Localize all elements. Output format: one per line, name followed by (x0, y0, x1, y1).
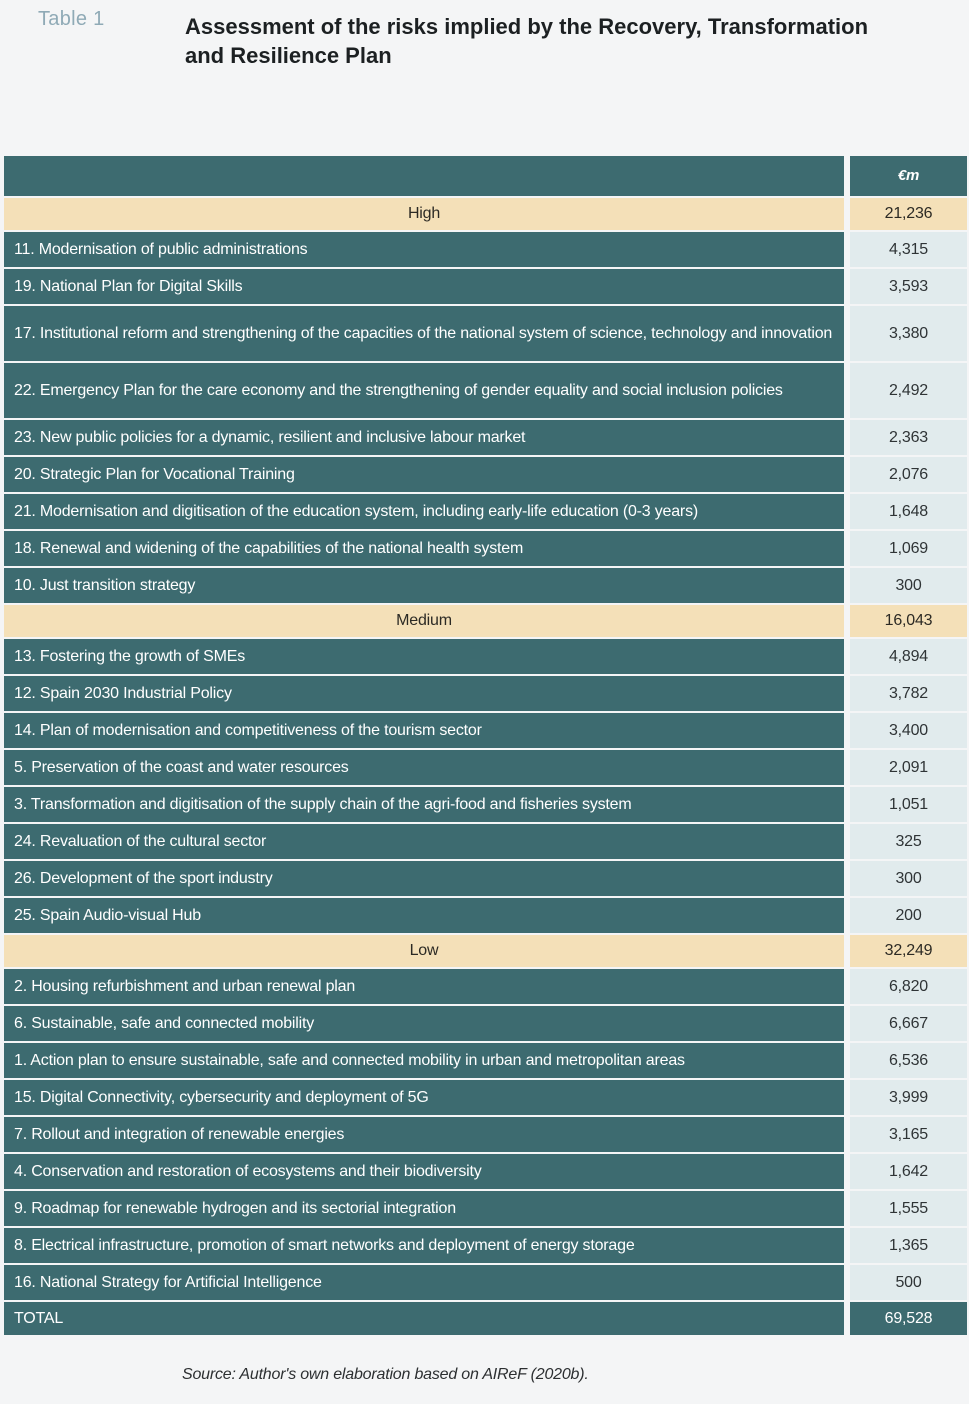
risk-assessment-table (4, 156, 967, 1337)
group-total: 16,043 (850, 605, 967, 637)
table-row (4, 420, 967, 455)
row-label: 23. New public policies for a dynamic, resilient and inclusive labour market (4, 420, 844, 455)
row-label: 14. Plan of modernisation and competitiveness of the tourism sector (4, 713, 844, 748)
total-row (4, 1302, 967, 1335)
group-total: 32,249 (850, 935, 967, 967)
row-value: 1,642 (850, 1154, 967, 1189)
row-label: 16. National Strategy for Artificial Intelligence (4, 1265, 844, 1300)
row-value: 300 (850, 861, 967, 896)
row-label: 6. Sustainable, safe and connected mobility (4, 1006, 844, 1041)
group-name: High (4, 198, 844, 230)
row-value: 1,555 (850, 1191, 967, 1226)
table-number: Table 1 (38, 8, 105, 30)
group-row-low (4, 935, 967, 967)
row-label: 18. Renewal and widening of the capabilities of the national health system (4, 531, 844, 566)
row-value: 6,536 (850, 1043, 967, 1078)
table-row (4, 457, 967, 492)
total-value: 69,528 (850, 1302, 967, 1335)
table-row (4, 787, 967, 822)
row-label: 19. National Plan for Digital Skills (4, 269, 844, 304)
table-row (4, 1080, 967, 1115)
group-row-high (4, 198, 967, 230)
table-header-row (4, 156, 967, 196)
row-label: 22. Emergency Plan for the care economy and the strengthening of gender equality and social inclusion policies (4, 363, 844, 418)
table-row (4, 750, 967, 785)
group-name: Medium (4, 605, 844, 637)
row-label: 4. Conservation and restoration of ecosystems and their biodiversity (4, 1154, 844, 1189)
row-label: 2. Housing refurbishment and urban renewal plan (4, 969, 844, 1004)
table-row (4, 639, 967, 674)
group-total: 21,236 (850, 198, 967, 230)
group-name: Low (4, 935, 844, 967)
row-label: 15. Digital Connectivity, cybersecurity and deployment of 5G (4, 1080, 844, 1115)
row-value: 1,051 (850, 787, 967, 822)
row-label: 1. Action plan to ensure sustainable, safe and connected mobility in urban and metropolitan areas (4, 1043, 844, 1078)
table-row (4, 269, 967, 304)
table-row (4, 1265, 967, 1300)
row-value: 1,069 (850, 531, 967, 566)
row-label: 21. Modernisation and digitisation of the education system, including early-life education (0-3 years) (4, 494, 844, 529)
source-note: Source: Author's own elaboration based on AIReF (2020b). (182, 1366, 589, 1383)
row-value: 2,091 (850, 750, 967, 785)
table-row (4, 861, 967, 896)
table-row (4, 898, 967, 933)
row-label: 3. Transformation and digitisation of the supply chain of the agri-food and fisheries system (4, 787, 844, 822)
row-value: 4,894 (850, 639, 967, 674)
row-label: 7. Rollout and integration of renewable energies (4, 1117, 844, 1152)
total-label: TOTAL (4, 1302, 844, 1335)
row-label: 12. Spain 2030 Industrial Policy (4, 676, 844, 711)
table-row (4, 568, 967, 603)
row-value: 1,365 (850, 1228, 967, 1263)
row-value: 3,999 (850, 1080, 967, 1115)
row-value: 6,820 (850, 969, 967, 1004)
row-label: 20. Strategic Plan for Vocational Training (4, 457, 844, 492)
table-row (4, 969, 967, 1004)
table-row (4, 1117, 967, 1152)
row-label: 10. Just transition strategy (4, 568, 844, 603)
row-value: 300 (850, 568, 967, 603)
table-row (4, 494, 967, 529)
row-value: 3,593 (850, 269, 967, 304)
table-row (4, 1154, 967, 1189)
row-value: 3,165 (850, 1117, 967, 1152)
table-row (4, 713, 967, 748)
row-value: 2,076 (850, 457, 967, 492)
row-value: 4,315 (850, 232, 967, 267)
row-label: 17. Institutional reform and strengthening of the capacities of the national system of science, technology and innovation (4, 306, 844, 361)
table-row (4, 824, 967, 859)
table-row (4, 1043, 967, 1078)
table-row (4, 1228, 967, 1263)
table-row (4, 363, 967, 418)
table-row (4, 306, 967, 361)
unit-header: €m (850, 156, 967, 196)
row-value: 2,492 (850, 363, 967, 418)
row-label: 24. Revaluation of the cultural sector (4, 824, 844, 859)
row-value: 3,380 (850, 306, 967, 361)
row-value: 1,648 (850, 494, 967, 529)
table-row (4, 232, 967, 267)
row-value: 6,667 (850, 1006, 967, 1041)
row-label: 5. Preservation of the coast and water resources (4, 750, 844, 785)
row-value: 2,363 (850, 420, 967, 455)
row-value: 200 (850, 898, 967, 933)
table-row (4, 676, 967, 711)
row-value: 500 (850, 1265, 967, 1300)
row-value: 325 (850, 824, 967, 859)
row-label: 11. Modernisation of public administrations (4, 232, 844, 267)
row-label: 9. Roadmap for renewable hydrogen and its sectorial integration (4, 1191, 844, 1226)
row-label: 8. Electrical infrastructure, promotion of smart networks and deployment of energy storage (4, 1228, 844, 1263)
table-row (4, 1006, 967, 1041)
table-title: Assessment of the risks implied by the Recovery, Transformation and Resilience Plan (185, 14, 869, 68)
table-row (4, 531, 967, 566)
header-blank-cell (4, 156, 844, 196)
row-value: 3,400 (850, 713, 967, 748)
group-row-medium (4, 605, 967, 637)
row-value: 3,782 (850, 676, 967, 711)
row-label: 13. Fostering the growth of SMEs (4, 639, 844, 674)
table-row (4, 1191, 967, 1226)
row-label: 26. Development of the sport industry (4, 861, 844, 896)
row-label: 25. Spain Audio-visual Hub (4, 898, 844, 933)
